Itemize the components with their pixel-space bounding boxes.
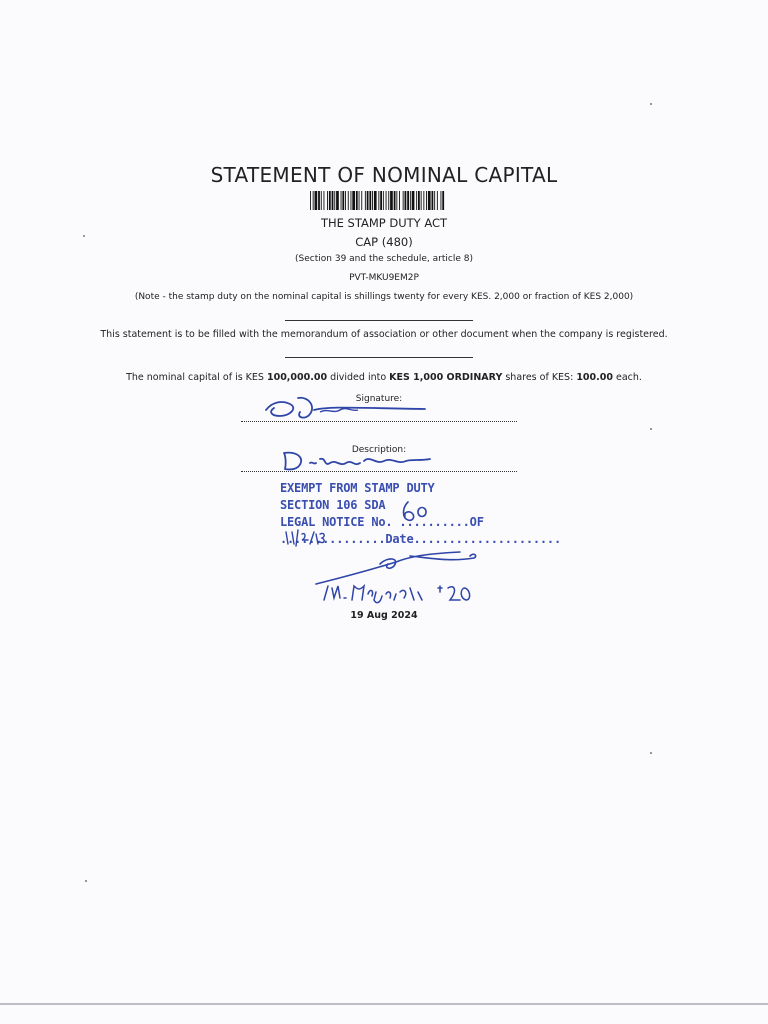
capital-middle2: shares of KES:	[502, 372, 577, 383]
scan-speck	[650, 103, 652, 105]
capital-middle: divided into	[327, 372, 390, 383]
barcode-bar	[313, 191, 314, 210]
barcode-bar	[442, 191, 444, 210]
barcode-bar	[356, 191, 358, 210]
share-value: 100.00	[576, 372, 613, 383]
officer-signature-and-name	[310, 548, 480, 610]
barcode-bar	[336, 191, 339, 210]
barcode-bar	[378, 191, 379, 210]
barcode-bar	[399, 191, 400, 210]
barcode-bar	[428, 191, 431, 210]
handwritten-notice-number	[398, 498, 438, 524]
barcode-bar	[372, 191, 373, 210]
scan-speck	[85, 880, 87, 882]
document-title: STATEMENT OF NOMINAL CAPITAL	[210, 163, 558, 187]
barcode-bar	[324, 191, 325, 210]
filing-statement: This statement is to be filled with the memorandum of association or other document when the company is registered.	[100, 329, 668, 340]
handwritten-signature	[260, 392, 430, 424]
barcode-bar	[423, 191, 424, 210]
barcode-bar	[383, 191, 384, 210]
document-date: 19 Aug 2024	[350, 610, 418, 621]
barcode-bar	[407, 191, 409, 210]
act-name: THE STAMP DUTY ACT	[320, 216, 448, 230]
barcode-bar	[410, 191, 411, 210]
barcode	[310, 191, 445, 210]
barcode-bar	[310, 191, 311, 210]
description-line	[241, 471, 517, 472]
barcode-bar	[361, 191, 362, 210]
stamp-duty-note: (Note - the stamp duty on the nominal capital is shillings twenty for every KES. 2,000 or fraction of KES 2,000)	[134, 292, 634, 302]
barcode-bar	[341, 191, 342, 210]
capital-suffix: each.	[612, 372, 642, 383]
barcode-bar	[329, 191, 331, 210]
handwritten-stamp-date	[284, 528, 332, 550]
stamp-line-3: LEGAL NOTICE No. ..........OF	[280, 515, 484, 529]
divider-bottom	[285, 357, 473, 358]
divider-top	[285, 320, 473, 321]
capital-amount: 100,000.00	[266, 372, 328, 383]
scan-speck	[83, 235, 85, 237]
barcode-bar	[388, 191, 389, 210]
barcode-bar	[403, 191, 404, 210]
stamp-line-2: SECTION 106 SDA	[280, 498, 386, 512]
barcode-bar	[396, 191, 397, 210]
barcode-bar	[332, 191, 334, 210]
barcode-bar	[367, 191, 369, 210]
barcode-bar	[394, 191, 396, 210]
barcode-bar	[437, 191, 438, 210]
barcode-bar	[315, 191, 318, 210]
barcode-bar	[416, 191, 417, 210]
barcode-bar	[351, 191, 352, 210]
registration-reference: PVT-MKU9EM2P	[349, 273, 419, 283]
signature-label: Signature:	[355, 394, 403, 404]
stamp-line-4: ...............Date.....................	[280, 532, 561, 546]
barcode-bar	[412, 191, 415, 210]
barcode-bar	[426, 191, 427, 210]
barcode-bar	[432, 191, 434, 210]
barcode-bar	[380, 191, 382, 210]
barcode-bar	[421, 191, 422, 210]
barcode-bar	[321, 191, 322, 210]
scan-speck	[650, 428, 652, 430]
capital-shares: KES 1,000 ORDINARY	[389, 372, 503, 383]
barcode-bar	[359, 191, 360, 210]
barcode-bar	[434, 191, 435, 210]
barcode-bar	[327, 191, 328, 210]
barcode-bar	[405, 191, 407, 210]
scan-speck	[650, 752, 652, 754]
handwritten-description	[280, 447, 440, 473]
stamp-line-1: EXEMPT FROM STAMP DUTY	[280, 481, 435, 495]
barcode-bar	[374, 191, 377, 210]
nominal-capital-text	[0, 372, 768, 383]
page-bottom-edge	[0, 1003, 768, 1005]
barcode-bar	[365, 191, 366, 210]
barcode-bar	[441, 191, 442, 210]
cap-number: CAP (480)	[355, 235, 413, 249]
barcode-bar	[418, 191, 420, 210]
barcode-bar	[386, 191, 387, 210]
barcode-bar	[348, 191, 349, 210]
section-reference: (Section 39 and the schedule, article 8)	[295, 254, 473, 264]
barcode-bar	[369, 191, 371, 210]
barcode-bar	[334, 191, 335, 210]
description-label: Description:	[351, 445, 407, 455]
barcode-bar	[318, 191, 320, 210]
barcode-bar	[342, 191, 344, 210]
capital-prefix: The nominal capital of is KES	[126, 372, 267, 383]
barcode-bar	[352, 191, 355, 210]
signature-line	[241, 421, 517, 422]
barcode-bar	[390, 191, 393, 210]
barcode-bar	[345, 191, 346, 210]
